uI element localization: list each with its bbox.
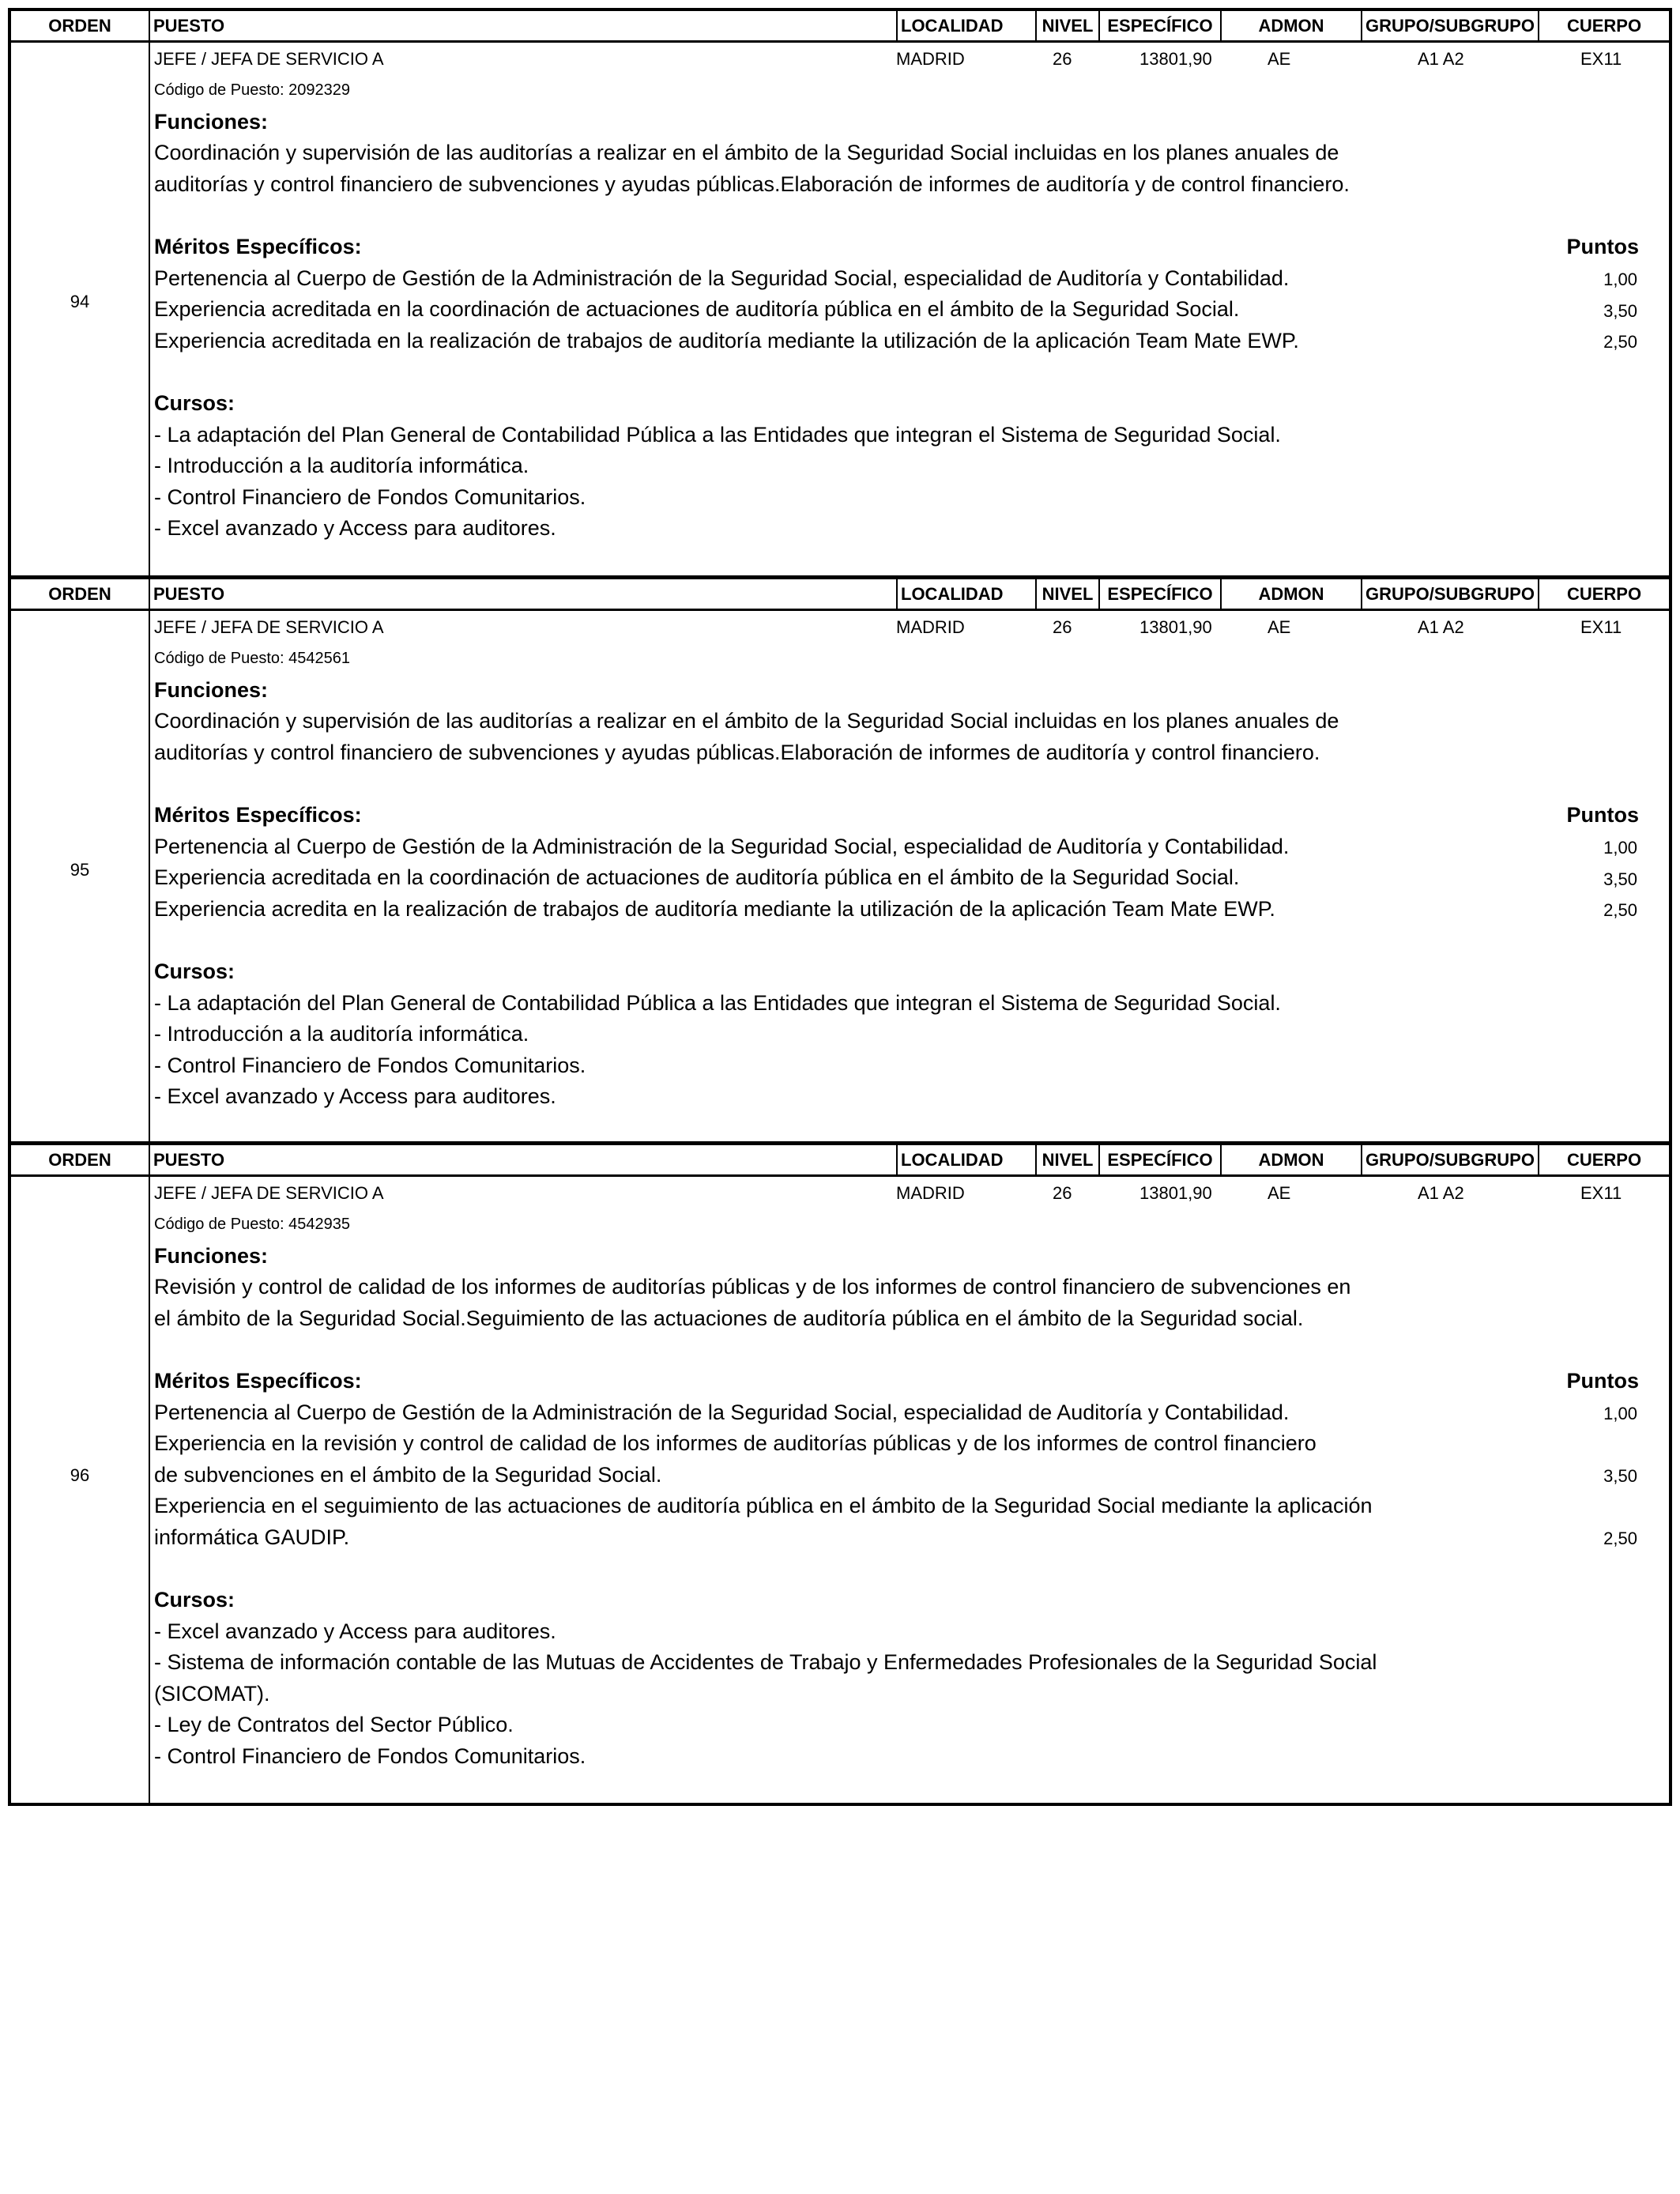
- funciones-line: auditorías y control financiero de subvenciones y ayudas públicas.Elaboración de informes de auditoría y de control financiero.: [154, 172, 1350, 196]
- merito-line: Experiencia acreditada en la coordinación de actuaciones de auditoría pública en el ámbito de la Seguridad Social.: [154, 865, 1240, 889]
- meritos-heading: Méritos Específicos:: [154, 235, 362, 258]
- codigo-puesto: Código de Puesto: 2092329: [154, 81, 350, 99]
- merito-points: 1,00: [1603, 838, 1637, 858]
- curso-line: - Excel avanzado y Access para auditores.: [154, 1619, 556, 1643]
- localidad-value: MADRID: [896, 49, 965, 69]
- merito-line: Experiencia en el seguimiento de las actuaciones de auditoría pública en el ámbito de la Seguridad Social mediante la aplicación: [154, 1494, 1373, 1517]
- merito-line: de subvenciones en el ámbito de la Seguridad Social.: [154, 1463, 662, 1487]
- merito-points: 2,50: [1603, 1529, 1637, 1548]
- entry-95: [8, 576, 1672, 1144]
- codigo-puesto: Código de Puesto: 4542935: [154, 1216, 350, 1233]
- merito-line: Pertenencia al Cuerpo de Gestión de la Administración de la Seguridad Social, especialidad de Auditoría y Contabilidad.: [154, 835, 1290, 858]
- admon-value: AE: [1268, 1183, 1291, 1203]
- puntos-heading: Puntos: [1566, 803, 1639, 827]
- col-especifico: ESPECÍFICO: [1098, 579, 1220, 609]
- orden-number: 95: [70, 860, 90, 880]
- admon-value: AE: [1268, 617, 1291, 637]
- grupo-value: A1 A2: [1418, 49, 1464, 69]
- col-nivel: NIVEL: [1035, 579, 1098, 609]
- puesto-value: JEFE / JEFA DE SERVICIO A: [154, 617, 384, 637]
- curso-line: (SICOMAT).: [154, 1682, 270, 1706]
- nivel-value: 26: [1053, 1183, 1072, 1203]
- merito-line: Pertenencia al Cuerpo de Gestión de la Administración de la Seguridad Social, especialidad de Auditoría y Contabilidad.: [154, 266, 1290, 290]
- funciones-line: auditorías y control financiero de subvenciones y ayudas públicas.Elaboración de informes de auditoría y control financiero.: [154, 741, 1320, 764]
- merito-points: 3,50: [1603, 1466, 1637, 1486]
- funciones-heading: Funciones:: [154, 110, 269, 134]
- curso-line: - Excel avanzado y Access para auditores.: [154, 1084, 556, 1108]
- col-localidad: LOCALIDAD: [896, 11, 1035, 40]
- entry-body: [11, 43, 1669, 576]
- cuerpo-value: EX11: [1580, 49, 1622, 69]
- curso-line: - La adaptación del Plan General de Contabilidad Pública a las Entidades que integran el Sistema de Seguridad Social.: [154, 423, 1281, 447]
- curso-line: - La adaptación del Plan General de Contabilidad Pública a las Entidades que integran el Sistema de Seguridad Social.: [154, 991, 1281, 1015]
- table-header: [11, 579, 1669, 611]
- meritos-heading: Méritos Específicos:: [154, 1369, 362, 1393]
- col-admon: ADMON: [1220, 579, 1361, 609]
- orden-number: 96: [70, 1465, 90, 1485]
- col-especifico: ESPECÍFICO: [1098, 11, 1220, 40]
- merito-points: 2,50: [1603, 900, 1637, 920]
- curso-line: - Excel avanzado y Access para auditores.: [154, 516, 556, 540]
- codigo-puesto: Código de Puesto: 4542561: [154, 650, 350, 667]
- col-cuerpo: CUERPO: [1538, 579, 1669, 609]
- col-nivel: NIVEL: [1035, 11, 1098, 40]
- col-grupo: GRUPO/SUBGRUPO: [1361, 579, 1538, 609]
- especifico-value: 13801,90: [1139, 617, 1212, 637]
- cursos-heading: Cursos:: [154, 959, 235, 983]
- col-orden: ORDEN: [48, 1149, 111, 1170]
- especifico-value: 13801,90: [1139, 49, 1212, 69]
- col-puesto: PUESTO: [149, 11, 896, 40]
- col-orden: ORDEN: [48, 15, 111, 36]
- col-localidad: LOCALIDAD: [896, 1145, 1035, 1174]
- cursos-heading: Cursos:: [154, 391, 235, 415]
- curso-line: - Introducción a la auditoría informática.: [154, 1022, 529, 1046]
- col-cuerpo: CUERPO: [1538, 11, 1669, 40]
- especifico-value: 13801,90: [1139, 1183, 1212, 1203]
- col-admon: ADMON: [1220, 1145, 1361, 1174]
- col-nivel: NIVEL: [1035, 1145, 1098, 1174]
- nivel-value: 26: [1053, 617, 1072, 637]
- curso-line: - Sistema de información contable de las Mutuas de Accidentes de Trabajo y Enfermedades Profesionales de la Seguridad Social: [154, 1650, 1377, 1674]
- merito-line: Experiencia acredita en la realización de trabajos de auditoría mediante la utilización de la aplicación Team Mate EWP.: [154, 897, 1275, 921]
- grupo-value: A1 A2: [1418, 1183, 1464, 1203]
- curso-line: - Control Financiero de Fondos Comunitarios.: [154, 485, 586, 509]
- funciones-heading: Funciones:: [154, 678, 269, 702]
- funciones-line: Revisión y control de calidad de los informes de auditorías públicas y de los informes de control financiero de subvenciones en: [154, 1275, 1351, 1299]
- col-admon: ADMON: [1220, 11, 1361, 40]
- funciones-line: el ámbito de la Seguridad Social.Seguimiento de las actuaciones de auditoría pública en el ámbito de la Seguridad social.: [154, 1306, 1304, 1330]
- col-puesto: PUESTO: [149, 1145, 896, 1174]
- merito-line: Experiencia en la revisión y control de calidad de los informes de auditorías públicas y de los informes de control financiero: [154, 1431, 1317, 1455]
- entry-96: [8, 1142, 1672, 1806]
- col-especifico: ESPECÍFICO: [1098, 1145, 1220, 1174]
- nivel-value: 26: [1053, 49, 1072, 69]
- merito-line: informática GAUDIP.: [154, 1525, 350, 1549]
- localidad-value: MADRID: [896, 1183, 965, 1203]
- entry-body: [11, 1177, 1669, 1806]
- funciones-line: Coordinación y supervisión de las auditorías a realizar en el ámbito de la Seguridad Social incluidas en los planes anuales de: [154, 141, 1339, 164]
- merito-line: Experiencia acreditada en la realización de trabajos de auditoría mediante la utilización de la aplicación Team Mate EWP.: [154, 329, 1299, 352]
- puntos-heading: Puntos: [1566, 235, 1639, 258]
- orden-number: 94: [70, 292, 90, 311]
- merito-points: 1,00: [1603, 270, 1637, 289]
- funciones-heading: Funciones:: [154, 1244, 269, 1268]
- col-grupo: GRUPO/SUBGRUPO: [1361, 1145, 1538, 1174]
- col-orden: ORDEN: [48, 583, 111, 604]
- entry-body: [11, 611, 1669, 1144]
- curso-line: - Ley de Contratos del Sector Público.: [154, 1713, 514, 1736]
- merito-line: Experiencia acreditada en la coordinación de actuaciones de auditoría pública en el ámbito de la Seguridad Social.: [154, 297, 1240, 321]
- col-grupo: GRUPO/SUBGRUPO: [1361, 11, 1538, 40]
- col-cuerpo: CUERPO: [1538, 1145, 1669, 1174]
- cuerpo-value: EX11: [1580, 1183, 1622, 1203]
- col-puesto: PUESTO: [149, 579, 896, 609]
- cuerpo-value: EX11: [1580, 617, 1622, 637]
- curso-line: - Control Financiero de Fondos Comunitarios.: [154, 1744, 586, 1768]
- admon-value: AE: [1268, 49, 1291, 69]
- grupo-value: A1 A2: [1418, 617, 1464, 637]
- funciones-line: Coordinación y supervisión de las auditorías a realizar en el ámbito de la Seguridad Social incluidas en los planes anuales de: [154, 709, 1339, 733]
- merito-points: 1,00: [1603, 1404, 1637, 1423]
- meritos-heading: Méritos Específicos:: [154, 803, 362, 827]
- cursos-heading: Cursos:: [154, 1588, 235, 1612]
- localidad-value: MADRID: [896, 617, 965, 637]
- puesto-value: JEFE / JEFA DE SERVICIO A: [154, 49, 384, 69]
- curso-line: - Control Financiero de Fondos Comunitarios.: [154, 1054, 586, 1077]
- merito-points: 2,50: [1603, 332, 1637, 352]
- puntos-heading: Puntos: [1566, 1369, 1639, 1393]
- col-localidad: LOCALIDAD: [896, 579, 1035, 609]
- puesto-value: JEFE / JEFA DE SERVICIO A: [154, 1183, 384, 1203]
- curso-line: - Introducción a la auditoría informática.: [154, 454, 529, 477]
- merito-points: 3,50: [1603, 869, 1637, 889]
- table-header: [11, 1145, 1669, 1177]
- merito-line: Pertenencia al Cuerpo de Gestión de la Administración de la Seguridad Social, especialidad de Auditoría y Contabilidad.: [154, 1400, 1290, 1424]
- merito-points: 3,50: [1603, 301, 1637, 321]
- entry-94: [8, 8, 1672, 579]
- table-header: [11, 11, 1669, 43]
